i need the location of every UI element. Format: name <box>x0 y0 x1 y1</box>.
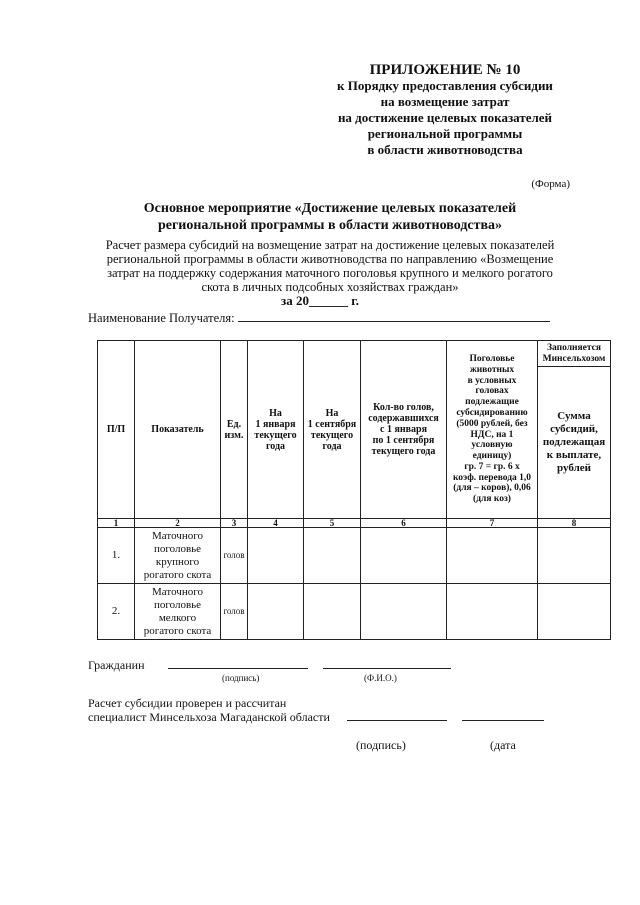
header-indicator: Показатель <box>135 341 221 519</box>
header-sep-line: года <box>322 440 342 452</box>
citizen-label: Гражданин <box>88 658 145 672</box>
header-livestock-line: НДС, на 1 <box>470 429 514 440</box>
header-jan-line: На <box>269 407 282 419</box>
row-unit: голов <box>221 584 248 640</box>
cell-jan[interactable] <box>248 528 304 584</box>
citizen-name-caption: (Ф.И.О.) <box>364 673 397 683</box>
cell-sep[interactable] <box>304 528 361 584</box>
cell-sum[interactable] <box>538 584 611 640</box>
row-indicator <box>135 528 221 584</box>
row-indicator-line: мелкого <box>158 611 197 624</box>
column-numbers-row <box>98 519 611 528</box>
header-count <box>361 341 447 519</box>
verification-date-caption: (дата <box>490 738 516 752</box>
header-livestock-line: головах <box>475 386 509 397</box>
row-num: 1. <box>98 528 135 584</box>
appendix-header <box>300 62 590 158</box>
header-count-line: с 1 января <box>380 424 427 435</box>
header-sum-line: подлежащая <box>542 436 606 448</box>
header-jan <box>248 341 304 519</box>
subsidy-table <box>97 340 611 640</box>
form-label: (Форма) <box>531 178 570 190</box>
header-livestock-line: коэф. перевода 1,0 <box>452 472 532 483</box>
citizen-signature-field[interactable] <box>168 658 308 669</box>
recipient-name-field[interactable] <box>238 310 550 322</box>
year-line: за 20______ г. <box>281 293 359 308</box>
citizen-signature-caption: (подпись) <box>222 673 260 683</box>
header-sep-line: 1 сентября <box>307 418 357 430</box>
header-unit <box>221 341 248 519</box>
recipient-label: Наименование Получателя: <box>88 311 235 325</box>
header-livestock-line: Поголовье <box>469 353 515 364</box>
appendix-line: на возмещение затрат <box>380 94 510 109</box>
header-filled-by: Заполняется Минсельхозом <box>538 341 611 367</box>
event-title <box>80 200 580 234</box>
verification-line-1: Расчет субсидии проверен и рассчитан <box>88 696 287 710</box>
cell-jan[interactable] <box>248 584 304 640</box>
header-livestock-line: гр. 7 = гр. 6 х <box>464 461 520 472</box>
row-num: 2. <box>98 584 135 640</box>
appendix-line: региональной программы <box>367 126 523 141</box>
appendix-line: на достижение целевых показателей <box>337 110 553 125</box>
header-sep-line: текущего <box>310 429 354 441</box>
calc-line: скота в личных подсобных хозяйствах граждан» <box>201 280 459 294</box>
cell-sum[interactable] <box>538 528 611 584</box>
header-livestock-line: (для – коров), 0,06 <box>453 483 531 494</box>
appendix-line: в области животноводства <box>367 142 523 157</box>
header-sum-line: Сумма <box>557 410 591 422</box>
header-livestock-line: условную <box>471 440 513 451</box>
appendix-line: к Порядку предоставления субсидии <box>337 78 553 93</box>
header-jan-line: года <box>265 440 286 452</box>
row-indicator-line: поголовье <box>153 598 202 611</box>
header-sep <box>304 341 361 519</box>
recipient-row <box>88 310 550 326</box>
verification-signature-field[interactable] <box>347 710 447 721</box>
calc-description <box>80 238 580 294</box>
cell-count[interactable] <box>361 584 447 640</box>
row-indicator-line: крупного <box>155 555 200 568</box>
header-livestock-line: единицу) <box>472 451 512 462</box>
header-count-line: по 1 сентября <box>372 435 435 446</box>
header-livestock-line: животных <box>469 364 515 375</box>
header-unit-line: изм. <box>224 429 244 441</box>
header-livestock-line: субсидированию <box>456 407 528 418</box>
row-indicator <box>135 584 221 640</box>
header-sep-line: На <box>325 407 339 419</box>
cell-livestock[interactable] <box>447 584 538 640</box>
header-sum-line: к выплате, <box>546 449 602 461</box>
row-indicator-line: Маточного <box>152 529 203 542</box>
col-number: 4 <box>248 519 304 528</box>
citizen-name-field[interactable] <box>323 658 451 669</box>
verification-line-2 <box>88 710 544 725</box>
col-number: 1 <box>98 519 135 528</box>
col-number: 6 <box>361 519 447 528</box>
header-livestock-line: (5000 рублей, без <box>456 418 528 429</box>
col-number: 5 <box>304 519 361 528</box>
row-indicator-line: рогатого скота <box>143 568 212 581</box>
header-livestock-line: подлежащие <box>465 397 519 408</box>
header-count-line: текущего года <box>371 446 436 457</box>
header-num: П/П <box>98 341 135 519</box>
event-title-line: Основное мероприятие «Достижение целевых показателей <box>143 201 517 216</box>
cell-livestock[interactable] <box>447 528 538 584</box>
row-unit: голов <box>221 528 248 584</box>
verification-date-field[interactable] <box>462 710 544 721</box>
row-indicator-line: поголовье <box>153 542 202 555</box>
cell-sep[interactable] <box>304 584 361 640</box>
header-count-line: содержавшихся <box>368 413 439 424</box>
col-number: 8 <box>538 519 611 528</box>
col-number: 7 <box>447 519 538 528</box>
calc-line: Расчет размера субсидий на возмещение затрат на достижение целевых показателей <box>105 238 555 252</box>
appendix-title: ПРИЛОЖЕНИЕ № 10 <box>369 62 521 78</box>
event-title-line: региональной программы в области животноводства» <box>157 218 503 233</box>
header-livestock-line: в условных <box>467 375 517 386</box>
citizen-signature-block <box>88 658 451 673</box>
header-sum <box>538 367 611 519</box>
verification-signature-caption: (подпись) <box>356 738 406 752</box>
row-indicator-line: рогатого скота <box>143 624 212 637</box>
col-number: 3 <box>221 519 248 528</box>
verification-specialist: специалист Минсельхоза Магаданской области <box>88 710 330 724</box>
calc-line: затрат на поддержку содержания маточного поголовья крупного и мелкого рогатого <box>107 266 553 280</box>
header-sum-line: субсидий, <box>550 423 598 435</box>
header-livestock <box>447 341 538 519</box>
header-unit-line: Ед. <box>226 418 242 430</box>
calc-line: региональной программы в области животноводства по направлению «Возмещение <box>106 252 554 266</box>
cell-count[interactable] <box>361 528 447 584</box>
row-indicator-line: Маточного <box>152 585 203 598</box>
header-count-line: Кол-во голов, <box>373 402 434 413</box>
header-jan-line: 1 января <box>255 418 296 430</box>
header-livestock-line: (для коз) <box>473 494 511 505</box>
table-row <box>98 584 611 640</box>
col-number: 2 <box>135 519 221 528</box>
table-row <box>98 528 611 584</box>
header-sum-line: рублей <box>557 462 591 474</box>
header-jan-line: текущего <box>254 429 297 441</box>
